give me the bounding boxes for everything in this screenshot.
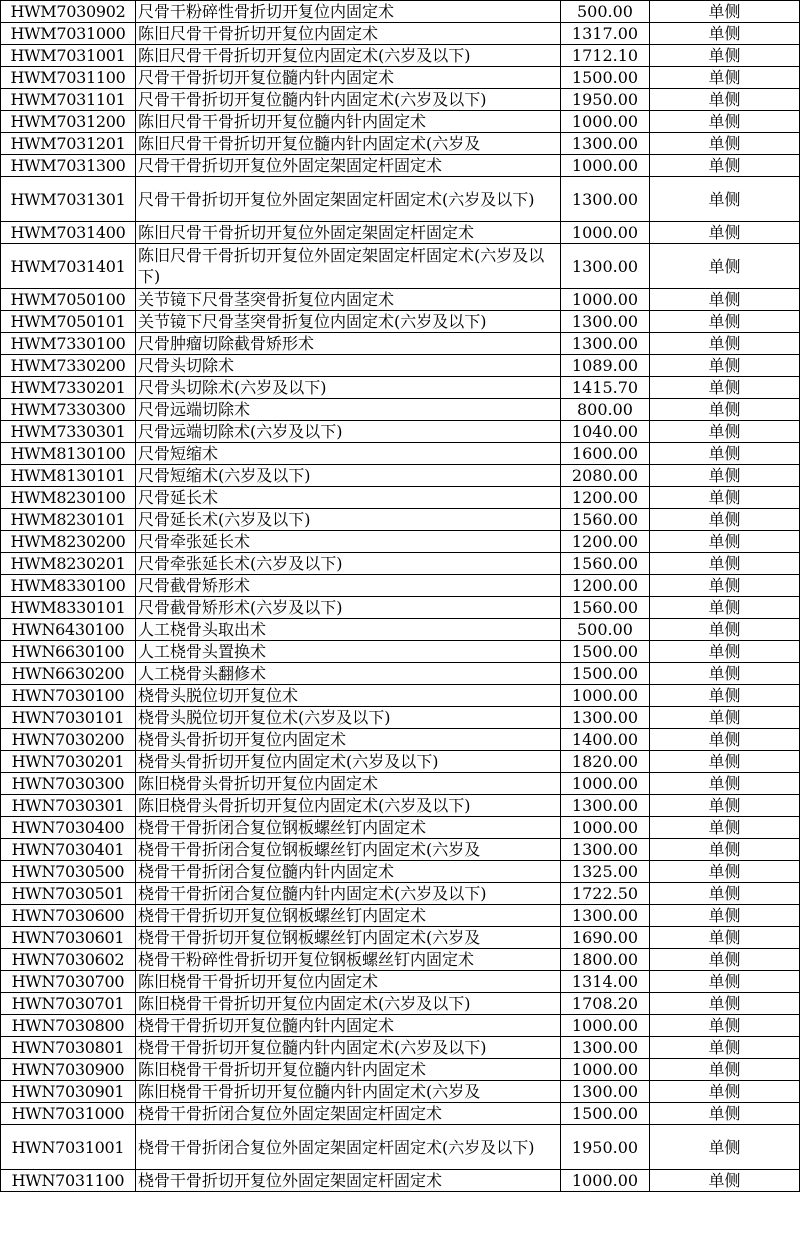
unit-cell: 单侧	[650, 971, 800, 993]
item-code-cell: HWN6630200	[1, 663, 136, 685]
unit-cell: 单侧	[650, 905, 800, 927]
unit-cell: 单侧	[650, 487, 800, 509]
item-code-cell: HWM7031000	[1, 23, 136, 45]
unit-cell: 单侧	[650, 597, 800, 619]
item-name-cell: 桡骨头骨折切开复位内固定术	[136, 729, 561, 751]
item-name-cell: 陈旧桡骨头骨折切开复位内固定术	[136, 773, 561, 795]
item-name-cell: 桡骨干骨折闭合复位髓内针内固定术	[136, 861, 561, 883]
unit-cell: 单侧	[650, 685, 800, 707]
table-row	[1, 1170, 800, 1192]
price-cell: 1317.00	[561, 23, 650, 45]
item-name-cell: 桡骨头脱位切开复位术	[136, 685, 561, 707]
item-code-cell: HWN7030600	[1, 905, 136, 927]
unit-cell: 单侧	[650, 795, 800, 817]
table-row	[1, 817, 800, 839]
price-cell: 1000.00	[561, 1015, 650, 1037]
table-row	[1, 421, 800, 443]
item-code-cell: HWM8230100	[1, 487, 136, 509]
price-cell: 1300.00	[561, 839, 650, 861]
price-cell: 1400.00	[561, 729, 650, 751]
item-name-cell: 尺骨干骨折切开复位外固定架固定杆固定术(六岁及以下)	[136, 177, 561, 222]
table-row	[1, 949, 800, 971]
price-cell: 1300.00	[561, 795, 650, 817]
item-name-cell: 尺骨干骨折切开复位外固定架固定杆固定术	[136, 155, 561, 177]
item-code-cell: HWM7031100	[1, 67, 136, 89]
item-code-cell: HWN7031000	[1, 1103, 136, 1125]
table-row	[1, 155, 800, 177]
item-name-cell: 尺骨短缩术	[136, 443, 561, 465]
price-cell: 1300.00	[561, 244, 650, 289]
table-row	[1, 443, 800, 465]
item-name-cell: 陈旧尺骨干骨折切开复位髓内针内固定术	[136, 111, 561, 133]
item-name-cell: 陈旧尺骨干骨折切开复位髓内针内固定术(六岁及	[136, 133, 561, 155]
price-cell: 1000.00	[561, 111, 650, 133]
item-code-cell: HWM7031201	[1, 133, 136, 155]
table-row	[1, 663, 800, 685]
item-name-cell: 尺骨肿瘤切除截骨矫形术	[136, 333, 561, 355]
table-row	[1, 751, 800, 773]
table-row	[1, 1015, 800, 1037]
table-row	[1, 399, 800, 421]
item-code-cell: HWM8330101	[1, 597, 136, 619]
table-row	[1, 289, 800, 311]
table-row	[1, 23, 800, 45]
item-code-cell: HWM7031001	[1, 45, 136, 67]
table-row	[1, 89, 800, 111]
item-code-cell: HWN6430100	[1, 619, 136, 641]
item-code-cell: HWM8230201	[1, 553, 136, 575]
table-row	[1, 487, 800, 509]
item-name-cell: 尺骨延长术(六岁及以下)	[136, 509, 561, 531]
item-name-cell: 尺骨短缩术(六岁及以下)	[136, 465, 561, 487]
item-name-cell: 陈旧桡骨干骨折切开复位髓内针内固定术(六岁及	[136, 1081, 561, 1103]
item-name-cell: 桡骨干骨折切开复位外固定架固定杆固定术	[136, 1170, 561, 1192]
price-cell: 1000.00	[561, 773, 650, 795]
item-name-cell: 关节镜下尺骨茎突骨折复位内固定术	[136, 289, 561, 311]
item-name-cell: 尺骨远端切除术	[136, 399, 561, 421]
unit-cell: 单侧	[650, 399, 800, 421]
price-cell: 1325.00	[561, 861, 650, 883]
unit-cell: 单侧	[650, 575, 800, 597]
unit-cell: 单侧	[650, 883, 800, 905]
unit-cell: 单侧	[650, 443, 800, 465]
unit-cell: 单侧	[650, 377, 800, 399]
item-name-cell: 桡骨干骨折切开复位钢板螺丝钉内固定术	[136, 905, 561, 927]
price-cell: 1000.00	[561, 289, 650, 311]
item-code-cell: HWM8330100	[1, 575, 136, 597]
unit-cell: 单侧	[650, 1, 800, 23]
table-row	[1, 685, 800, 707]
table-row	[1, 619, 800, 641]
unit-cell: 单侧	[650, 244, 800, 289]
item-name-cell: 尺骨截骨矫形术(六岁及以下)	[136, 597, 561, 619]
item-name-cell: 桡骨干骨折闭合复位髓内针内固定术(六岁及以下)	[136, 883, 561, 905]
price-cell: 1300.00	[561, 1081, 650, 1103]
price-cell: 1300.00	[561, 133, 650, 155]
item-code-cell: HWM7030902	[1, 1, 136, 23]
unit-cell: 单侧	[650, 155, 800, 177]
table-row	[1, 861, 800, 883]
price-cell: 1200.00	[561, 531, 650, 553]
price-cell: 1560.00	[561, 509, 650, 531]
table-row	[1, 927, 800, 949]
item-name-cell: 尺骨头切除术(六岁及以下)	[136, 377, 561, 399]
unit-cell: 单侧	[650, 993, 800, 1015]
item-name-cell: 尺骨截骨矫形术	[136, 575, 561, 597]
table-row	[1, 244, 800, 289]
table-row	[1, 839, 800, 861]
table-row	[1, 729, 800, 751]
unit-cell: 单侧	[650, 531, 800, 553]
unit-cell: 单侧	[650, 222, 800, 244]
table-row	[1, 465, 800, 487]
price-cell: 1690.00	[561, 927, 650, 949]
item-code-cell: HWM7330301	[1, 421, 136, 443]
price-cell: 1300.00	[561, 905, 650, 927]
table-row	[1, 641, 800, 663]
table-row	[1, 45, 800, 67]
unit-cell: 单侧	[650, 289, 800, 311]
price-cell: 1500.00	[561, 641, 650, 663]
unit-cell: 单侧	[650, 311, 800, 333]
unit-cell: 单侧	[650, 67, 800, 89]
price-cell: 1300.00	[561, 177, 650, 222]
unit-cell: 单侧	[650, 927, 800, 949]
price-cell: 500.00	[561, 619, 650, 641]
item-code-cell: HWM7031200	[1, 111, 136, 133]
item-code-cell: HWM7330300	[1, 399, 136, 421]
table-row	[1, 509, 800, 531]
price-cell: 1820.00	[561, 751, 650, 773]
price-cell: 1000.00	[561, 222, 650, 244]
price-cell: 1000.00	[561, 1059, 650, 1081]
table-row	[1, 111, 800, 133]
unit-cell: 单侧	[650, 641, 800, 663]
item-name-cell: 陈旧尺骨干骨折切开复位外固定架固定杆固定术(六岁及以下)	[136, 244, 561, 289]
unit-cell: 单侧	[650, 553, 800, 575]
price-cell: 1000.00	[561, 817, 650, 839]
item-name-cell: 桡骨头脱位切开复位术(六岁及以下)	[136, 707, 561, 729]
price-cell: 1000.00	[561, 685, 650, 707]
item-code-cell: HWN7030801	[1, 1037, 136, 1059]
unit-cell: 单侧	[650, 839, 800, 861]
item-code-cell: HWN7030301	[1, 795, 136, 817]
price-cell: 1600.00	[561, 443, 650, 465]
item-code-cell: HWN7031001	[1, 1125, 136, 1170]
price-cell: 1300.00	[561, 1037, 650, 1059]
price-cell: 1300.00	[561, 311, 650, 333]
item-name-cell: 桡骨干粉碎性骨折切开复位钢板螺丝钉内固定术	[136, 949, 561, 971]
unit-cell: 单侧	[650, 177, 800, 222]
unit-cell: 单侧	[650, 707, 800, 729]
unit-cell: 单侧	[650, 23, 800, 45]
item-code-cell: HWM7031300	[1, 155, 136, 177]
unit-cell: 单侧	[650, 817, 800, 839]
unit-cell: 单侧	[650, 1059, 800, 1081]
item-code-cell: HWM7031301	[1, 177, 136, 222]
unit-cell: 单侧	[650, 355, 800, 377]
table-row	[1, 1103, 800, 1125]
unit-cell: 单侧	[650, 751, 800, 773]
price-cell: 1040.00	[561, 421, 650, 443]
table-row	[1, 355, 800, 377]
unit-cell: 单侧	[650, 729, 800, 751]
item-name-cell: 尺骨干骨折切开复位髓内针内固定术	[136, 67, 561, 89]
item-name-cell: 尺骨干粉碎性骨折切开复位内固定术	[136, 1, 561, 23]
unit-cell: 单侧	[650, 619, 800, 641]
table-row	[1, 707, 800, 729]
table-row	[1, 575, 800, 597]
item-name-cell: 桡骨干骨折切开复位髓内针内固定术(六岁及以下)	[136, 1037, 561, 1059]
item-code-cell: HWN7030500	[1, 861, 136, 883]
item-code-cell: HWN7030601	[1, 927, 136, 949]
item-name-cell: 尺骨头切除术	[136, 355, 561, 377]
item-code-cell: HWM7031401	[1, 244, 136, 289]
table-row	[1, 993, 800, 1015]
table-row	[1, 1059, 800, 1081]
item-code-cell: HWN7030401	[1, 839, 136, 861]
item-name-cell: 桡骨干骨折切开复位髓内针内固定术	[136, 1015, 561, 1037]
price-cell: 1950.00	[561, 89, 650, 111]
item-name-cell: 尺骨干骨折切开复位髓内针内固定术(六岁及以下)	[136, 89, 561, 111]
table-row	[1, 1037, 800, 1059]
unit-cell: 单侧	[650, 1170, 800, 1192]
item-code-cell: HWM7050100	[1, 289, 136, 311]
price-cell: 1000.00	[561, 1170, 650, 1192]
item-code-cell: HWN7030400	[1, 817, 136, 839]
item-name-cell: 陈旧桡骨干骨折切开复位髓内针内固定术	[136, 1059, 561, 1081]
item-name-cell: 人工桡骨头置换术	[136, 641, 561, 663]
table-row	[1, 377, 800, 399]
price-cell: 1708.20	[561, 993, 650, 1015]
table-row	[1, 531, 800, 553]
table-row	[1, 177, 800, 222]
item-code-cell: HWN7030201	[1, 751, 136, 773]
unit-cell: 单侧	[650, 1037, 800, 1059]
item-code-cell: HWN6630100	[1, 641, 136, 663]
price-cell: 1500.00	[561, 1103, 650, 1125]
item-code-cell: HWM8230200	[1, 531, 136, 553]
unit-cell: 单侧	[650, 861, 800, 883]
item-code-cell: HWN7030300	[1, 773, 136, 795]
item-code-cell: HWN7030501	[1, 883, 136, 905]
table-row	[1, 1, 800, 23]
unit-cell: 单侧	[650, 421, 800, 443]
price-cell: 1712.10	[561, 45, 650, 67]
price-cell: 1300.00	[561, 707, 650, 729]
table-row	[1, 883, 800, 905]
table-row	[1, 333, 800, 355]
item-code-cell: HWN7030900	[1, 1059, 136, 1081]
item-code-cell: HWM7330201	[1, 377, 136, 399]
item-code-cell: HWM8130100	[1, 443, 136, 465]
item-name-cell: 桡骨干骨折切开复位钢板螺丝钉内固定术(六岁及	[136, 927, 561, 949]
fee-table-body	[1, 1, 800, 1192]
item-name-cell: 人工桡骨头取出术	[136, 619, 561, 641]
item-name-cell: 桡骨干骨折闭合复位钢板螺丝钉内固定术	[136, 817, 561, 839]
item-name-cell: 桡骨干骨折闭合复位外固定架固定杆固定术	[136, 1103, 561, 1125]
item-name-cell: 陈旧桡骨头骨折切开复位内固定术(六岁及以下)	[136, 795, 561, 817]
item-code-cell: HWN7030901	[1, 1081, 136, 1103]
item-code-cell: HWN7030800	[1, 1015, 136, 1037]
item-name-cell: 陈旧桡骨干骨折切开复位内固定术	[136, 971, 561, 993]
item-code-cell: HWM8230101	[1, 509, 136, 531]
item-code-cell: HWN7030602	[1, 949, 136, 971]
item-name-cell: 陈旧尺骨干骨折切开复位内固定术(六岁及以下)	[136, 45, 561, 67]
item-code-cell: HWN7030701	[1, 993, 136, 1015]
item-code-cell: HWM8130101	[1, 465, 136, 487]
item-name-cell: 关节镜下尺骨茎突骨折复位内固定术(六岁及以下)	[136, 311, 561, 333]
item-name-cell: 人工桡骨头翻修术	[136, 663, 561, 685]
table-row	[1, 971, 800, 993]
table-row	[1, 905, 800, 927]
price-cell: 1200.00	[561, 575, 650, 597]
price-cell: 1000.00	[561, 155, 650, 177]
item-name-cell: 尺骨牵张延长术(六岁及以下)	[136, 553, 561, 575]
item-code-cell: HWN7030200	[1, 729, 136, 751]
table-row	[1, 1125, 800, 1170]
price-cell: 1560.00	[561, 597, 650, 619]
unit-cell: 单侧	[650, 1125, 800, 1170]
unit-cell: 单侧	[650, 1081, 800, 1103]
item-name-cell: 尺骨远端切除术(六岁及以下)	[136, 421, 561, 443]
unit-cell: 单侧	[650, 1103, 800, 1125]
item-code-cell: HWM7031400	[1, 222, 136, 244]
item-code-cell: HWM7031101	[1, 89, 136, 111]
price-cell: 1950.00	[561, 1125, 650, 1170]
item-name-cell: 桡骨干骨折闭合复位钢板螺丝钉内固定术(六岁及	[136, 839, 561, 861]
price-cell: 1500.00	[561, 663, 650, 685]
unit-cell: 单侧	[650, 133, 800, 155]
price-cell: 1560.00	[561, 553, 650, 575]
unit-cell: 单侧	[650, 111, 800, 133]
unit-cell: 单侧	[650, 509, 800, 531]
item-name-cell: 尺骨牵张延长术	[136, 531, 561, 553]
item-name-cell: 桡骨头骨折切开复位内固定术(六岁及以下)	[136, 751, 561, 773]
unit-cell: 单侧	[650, 663, 800, 685]
price-cell: 1500.00	[561, 67, 650, 89]
table-row	[1, 795, 800, 817]
table-row	[1, 597, 800, 619]
table-row	[1, 222, 800, 244]
price-cell: 1200.00	[561, 487, 650, 509]
table-row	[1, 133, 800, 155]
unit-cell: 单侧	[650, 89, 800, 111]
item-code-cell: HWM7330100	[1, 333, 136, 355]
price-cell: 1722.50	[561, 883, 650, 905]
item-code-cell: HWN7030100	[1, 685, 136, 707]
unit-cell: 单侧	[650, 333, 800, 355]
item-code-cell: HWN7031100	[1, 1170, 136, 1192]
price-cell: 500.00	[561, 1, 650, 23]
unit-cell: 单侧	[650, 465, 800, 487]
unit-cell: 单侧	[650, 949, 800, 971]
table-row	[1, 311, 800, 333]
table-row	[1, 67, 800, 89]
unit-cell: 单侧	[650, 45, 800, 67]
table-row	[1, 553, 800, 575]
item-name-cell: 尺骨延长术	[136, 487, 561, 509]
unit-cell: 单侧	[650, 773, 800, 795]
item-code-cell: HWN7030700	[1, 971, 136, 993]
item-code-cell: HWM7050101	[1, 311, 136, 333]
item-code-cell: HWM7330200	[1, 355, 136, 377]
table-row	[1, 773, 800, 795]
table-row	[1, 1081, 800, 1103]
price-cell: 2080.00	[561, 465, 650, 487]
price-cell: 1415.70	[561, 377, 650, 399]
price-cell: 800.00	[561, 399, 650, 421]
item-name-cell: 陈旧桡骨干骨折切开复位内固定术(六岁及以下)	[136, 993, 561, 1015]
item-code-cell: HWN7030101	[1, 707, 136, 729]
price-cell: 1314.00	[561, 971, 650, 993]
item-name-cell: 桡骨干骨折闭合复位外固定架固定杆固定术(六岁及以下)	[136, 1125, 561, 1170]
price-cell: 1800.00	[561, 949, 650, 971]
price-cell: 1089.00	[561, 355, 650, 377]
unit-cell: 单侧	[650, 1015, 800, 1037]
item-name-cell: 陈旧尺骨干骨折切开复位外固定架固定杆固定术	[136, 222, 561, 244]
price-cell: 1300.00	[561, 333, 650, 355]
item-name-cell: 陈旧尺骨干骨折切开复位内固定术	[136, 23, 561, 45]
